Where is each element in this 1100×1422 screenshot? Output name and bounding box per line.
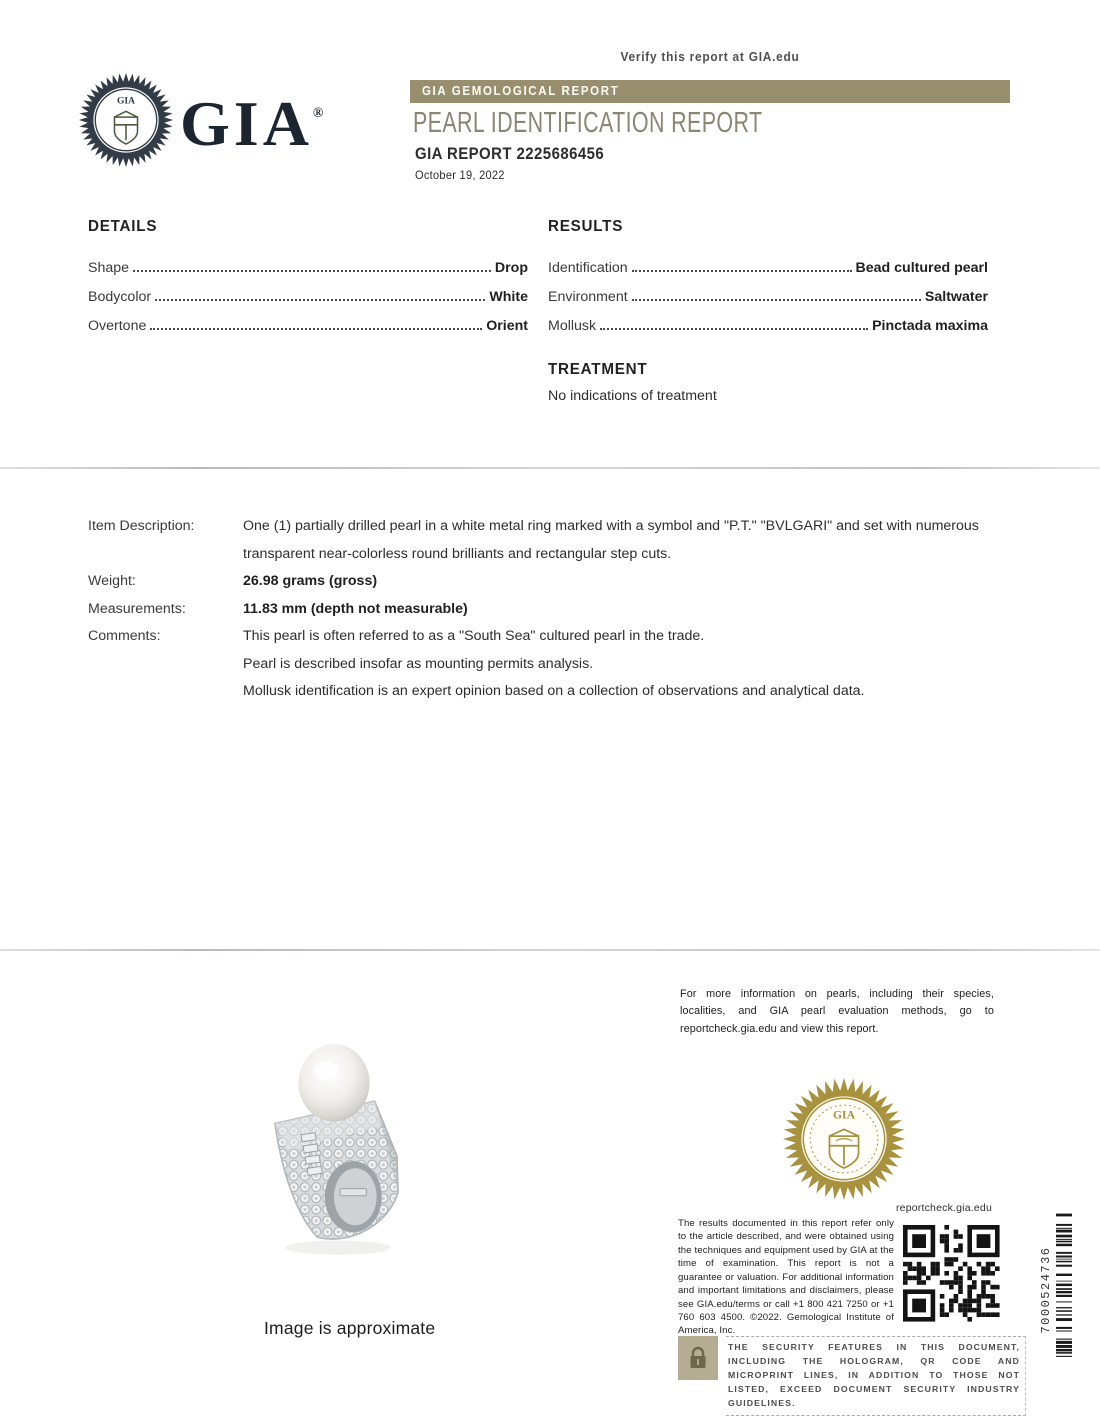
treatment-text: No indications of treatment: [548, 388, 717, 404]
results-section: [548, 218, 988, 404]
dot-leader: [600, 328, 868, 330]
qr-code-icon: [901, 1223, 1002, 1324]
report-type-banner: [410, 80, 1010, 103]
item-description-label: Item Description:: [88, 518, 195, 534]
fold-line: [0, 467, 1100, 469]
comments-label: Comments:: [88, 628, 161, 644]
reportcheck-url: reportcheck.gia.edu: [895, 1202, 992, 1214]
item-description-section: [88, 513, 1018, 706]
ring-photo: [254, 1036, 418, 1270]
dot-leader: [632, 299, 921, 301]
security-strip: [678, 1336, 1026, 1416]
comments-value: [243, 623, 1003, 706]
comment-line: This pearl is often referred to as a "South Sea" cultured pearl in the trade.: [243, 628, 705, 644]
detail-row-overtone: [88, 305, 528, 334]
details-section: [88, 218, 528, 334]
result-value: Pinctada maxima: [872, 318, 988, 334]
dot-leader: [155, 299, 485, 301]
details-heading: DETAILS: [88, 218, 158, 235]
security-text: THE SECURITY FEATURES IN THIS DOCUMENT, INCLUDING THE HOLOGRAM, QR CODE AND MICROPRINT LINES, IN ADDITION TO THOSE NOT LISTED, EXCEED DOCUMENT SECURITY INDUSTRY GUIDELINES.: [726, 1336, 1026, 1416]
image-caption: Image is approximate: [264, 1318, 436, 1338]
treatment-heading: TREATMENT: [548, 361, 648, 378]
result-row-environment: [548, 276, 988, 305]
svg-text:GIA: GIA: [833, 1108, 855, 1122]
detail-value: Drop: [494, 260, 528, 276]
fold-line: [0, 949, 1100, 951]
detail-value: Orient: [486, 318, 528, 334]
barcode-number: 7000524736: [1039, 1246, 1053, 1334]
weight-value: 26.98 grams (gross): [243, 573, 378, 589]
detail-value: White: [489, 289, 528, 305]
gia-wordmark: GIA®: [180, 88, 324, 159]
result-value: Bead cultured pearl: [855, 260, 988, 276]
dot-leader: [150, 328, 482, 330]
gia-seal-icon: [78, 72, 174, 168]
detail-label: Bodycolor: [88, 289, 152, 305]
svg-text:GIA: GIA: [116, 95, 136, 107]
report-date: October 19, 2022: [415, 168, 505, 182]
report-number: GIA REPORT 2225686456: [415, 144, 605, 163]
result-label: Identification: [548, 260, 628, 276]
item-description-value: One (1) partially drilled pearl in a white metal ring marked with a symbol and "P.T." "BVLGARI" and set with numerous transparent near-colorless round brilliants and rectangular step cuts.: [243, 518, 979, 562]
report-title: PEARL IDENTIFICATION REPORT: [413, 107, 763, 139]
detail-row-bodycolor: [88, 276, 528, 305]
registered-mark: ®: [312, 106, 324, 121]
more-info-text: For more information on pearls, including their species, localities, and GIA pearl evaluation methods, go to reportcheck.gia.edu and view this report.: [680, 988, 994, 1035]
gold-gia-seal-icon: [782, 1077, 906, 1201]
gia-logo: [78, 72, 323, 168]
verify-report-text: Verify this report at GIA.edu: [620, 50, 800, 64]
weight-label: Weight:: [88, 573, 136, 589]
detail-label: Overtone: [88, 318, 147, 334]
dot-leader: [133, 270, 491, 272]
measurements-label: Measurements:: [88, 600, 186, 617]
detail-label: Shape: [88, 260, 130, 276]
comment-line: Pearl is described insofar as mounting permits analysis.: [243, 655, 594, 672]
result-label: Mollusk: [548, 318, 597, 334]
result-row-mollusk: [548, 305, 988, 334]
comment-line: Mollusk identification is an expert opinion based on a collection of observations and analytical data.: [243, 683, 865, 699]
measurements-value: 11.83 mm (depth not measurable): [243, 600, 468, 617]
barcode-icon: [1056, 1210, 1072, 1360]
dot-leader: [632, 270, 852, 272]
detail-row-shape: [88, 247, 528, 276]
results-heading: RESULTS: [548, 218, 624, 235]
result-label: Environment: [548, 289, 628, 305]
banner-label: GIA GEMOLOGICAL REPORT: [421, 84, 620, 98]
result-value: Saltwater: [924, 289, 988, 305]
disclaimer-text: The results documented in this report refer only to the article described, and were obtained using the techniques and equipment used by GIA at the time of examination. This report is not a guarantee or valuation. For additional information and important limitations and disclaimers, please see GIA.edu/terms or call +1 800 421 7250 or +1 760 603 4500. ©2022. Gemological Institute of America, Inc.: [678, 1218, 894, 1337]
lock-icon: [678, 1336, 718, 1380]
result-row-identification: [548, 247, 988, 276]
